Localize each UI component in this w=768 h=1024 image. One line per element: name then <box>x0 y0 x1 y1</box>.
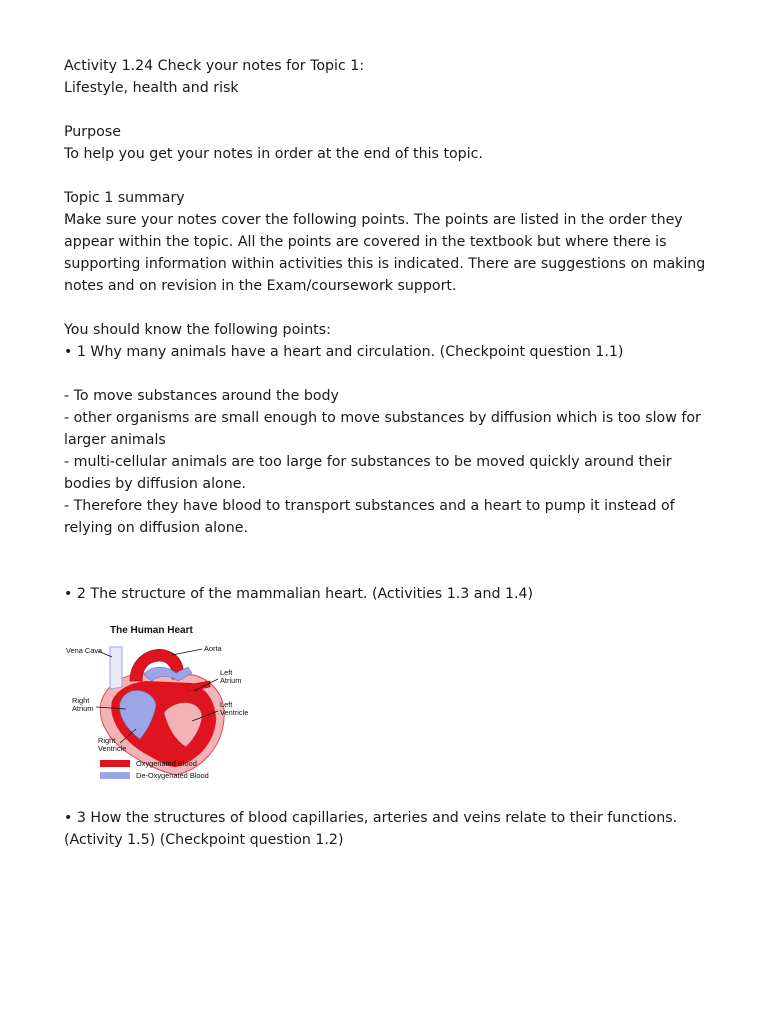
legend-deoxygenated: De-Oxygenated Blood <box>136 771 209 780</box>
label-right-atrium-line2: Atrium <box>72 704 94 713</box>
point-1-note: - To move substances around the body <box>64 388 339 404</box>
points-intro: You should know the following points: <box>64 322 331 338</box>
label-aorta: Aorta <box>204 644 222 653</box>
document-page <box>64 55 744 851</box>
summary-heading: Topic 1 summary <box>64 190 185 206</box>
purpose-heading: Purpose <box>64 124 121 140</box>
legend-oxygenated: Oxygenated Blood <box>136 759 197 768</box>
summary-line: appear within the topic. All the points are covered in the textbook but where there is <box>64 234 667 250</box>
point-1-note: larger animals <box>64 432 166 448</box>
summary-line: notes and on revision in the Exam/coursework support. <box>64 278 457 294</box>
activity-subtitle: Lifestyle, health and risk <box>64 80 239 96</box>
activity-title: Activity 1.24 Check your notes for Topic 1: <box>64 58 365 74</box>
point-2: • 2 The structure of the mammalian heart. (Activities 1.3 and 1.4) <box>64 586 534 602</box>
point-3-line1: • 3 How the structures of blood capillaries, arteries and veins relate to their functions. <box>64 810 678 826</box>
summary-line: supporting information within activities this is indicated. There are suggestions on making <box>64 256 706 272</box>
label-left-atrium-line1: Left <box>220 668 233 677</box>
label-vena-cava: Vena Cava <box>66 646 103 655</box>
label-right-ventricle-line2: Ventricle <box>98 744 127 753</box>
legend-swatch-oxygenated <box>100 760 130 767</box>
point-1: • 1 Why many animals have a heart and circulation. (Checkpoint question 1.1) <box>64 344 624 360</box>
point-1-note: - other organisms are small enough to move substances by diffusion which is too slow for <box>64 410 701 426</box>
point-1-note: - Therefore they have blood to transport substances and a heart to pump it instead of <box>64 498 675 514</box>
label-right-ventricle-line1: Right <box>98 736 116 745</box>
label-right-atrium-line1: Right <box>72 696 90 705</box>
legend-swatch-deoxygenated <box>100 772 130 779</box>
label-left-ventricle-line1: Left <box>220 700 233 709</box>
purpose-text: To help you get your notes in order at the end of this topic. <box>64 146 483 162</box>
point-1-note: relying on diffusion alone. <box>64 520 248 536</box>
figure-title: The Human Heart <box>110 625 193 636</box>
point-1-note: - multi-cellular animals are too large for substances to be moved quickly around their <box>64 454 672 470</box>
vena-cava <box>110 647 122 689</box>
label-left-ventricle-line2: Ventricle <box>220 708 249 717</box>
summary-line: Make sure your notes cover the following points. The points are listed in the order they <box>64 212 683 228</box>
point-3-line2: (Activity 1.5) (Checkpoint question 1.2) <box>64 832 344 848</box>
point-1-note: bodies by diffusion alone. <box>64 476 246 492</box>
human-heart-diagram <box>64 617 260 787</box>
label-left-atrium-line2: Atrium <box>220 676 242 685</box>
